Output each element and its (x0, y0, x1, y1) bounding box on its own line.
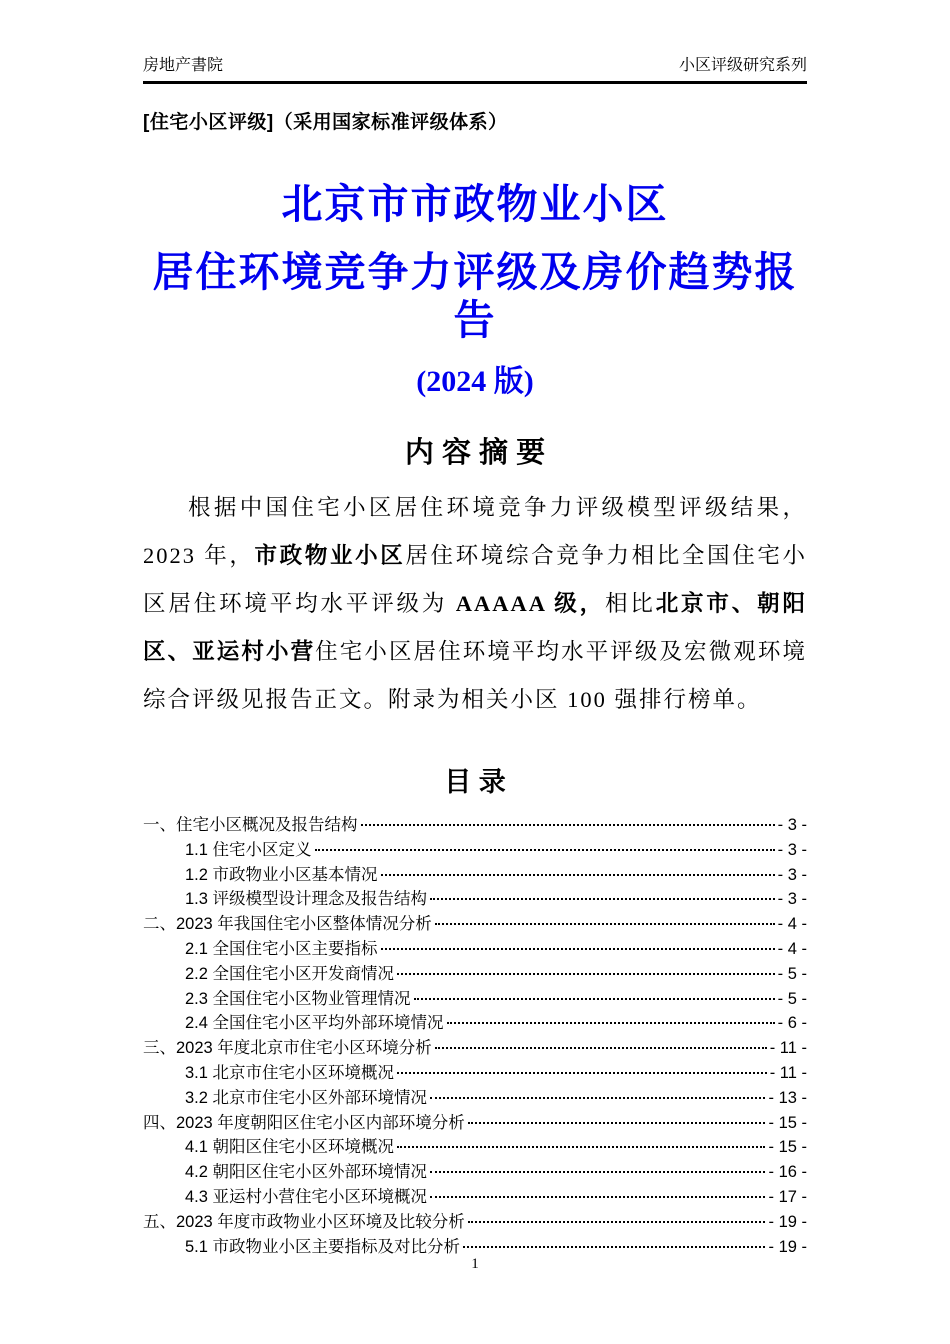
toc-item-page-number: - 3 - (777, 865, 807, 884)
dot-leader (414, 998, 775, 1000)
toc-item-label: 2.4 全国住宅小区平均外部环境情况 (185, 1014, 444, 1033)
toc-item-page-number: - 11 - (769, 1063, 807, 1082)
dot-leader (381, 874, 775, 876)
toc-item-label: 1.3 评级模型设计理念及报告结构 (185, 890, 428, 909)
toc-item[interactable] (143, 1185, 807, 1210)
toc-item-page-number: - 5 - (777, 964, 807, 983)
dot-leader (397, 1146, 765, 1148)
dot-leader (397, 1072, 767, 1074)
dot-leader (430, 898, 775, 900)
toc-item-label: 4.1 朝阳区住宅小区环境概况 (185, 1138, 395, 1157)
toc-item-label: 二、2023 年我国住宅小区整体情况分析 (143, 915, 432, 934)
toc-item-label: 2.1 全国住宅小区主要指标 (185, 939, 378, 958)
toc-item-page-number: - 15 - (768, 1138, 807, 1157)
page-footer (0, 1256, 950, 1273)
summary-segment: 住宅小区居住环境平均水平评级及宏微观环境综合评级见报告正文。附录为相关小区 100 强排行榜单。 (143, 639, 807, 712)
summary-segment: 居住环境综合竞争力相比全国住宅小区居住环境平均水平评级为 (143, 543, 807, 616)
toc-item-label: 2.2 全国住宅小区开发商情况 (185, 964, 395, 983)
report-title-line1: 北京市市政物业小区 (281, 181, 669, 227)
toc-item-page-number: - 15 - (768, 1113, 807, 1132)
toc-item[interactable] (143, 1086, 807, 1111)
toc-item-label: 4.3 亚运村小营住宅小区环境概况 (185, 1187, 428, 1206)
dot-leader (315, 849, 775, 851)
page-number: 1 (471, 1256, 479, 1272)
toc-item-page-number: - 3 - (777, 890, 807, 909)
dot-leader (430, 1196, 765, 1198)
toc-item[interactable] (143, 1036, 807, 1061)
summary-heading: 内 容 摘 要 (404, 437, 546, 469)
dot-leader (435, 923, 775, 925)
toc-item-page-number: - 3 - (777, 816, 807, 834)
toc-item-label: 三、2023 年度北京市住宅小区环境分析 (143, 1039, 432, 1058)
toc-item[interactable] (143, 863, 807, 888)
summary-segment-bold: 市政物业小区 (254, 543, 406, 568)
toc-item[interactable] (143, 1210, 807, 1235)
toc-item-page-number: - 17 - (768, 1187, 807, 1206)
summary-segment-bold: AAAAA 级， (455, 591, 605, 616)
summary-segment-bold: 北京市、朝阳区、亚运村小营 (143, 591, 807, 664)
toc-list (143, 813, 807, 1259)
toc-item[interactable] (143, 1111, 807, 1136)
toc-item-page-number: - 6 - (777, 1014, 807, 1033)
report-title-line2: 居住环境竞争力评级及房价趋势报告 (152, 249, 798, 343)
toc-item[interactable] (143, 912, 807, 937)
dot-leader (447, 1022, 775, 1024)
series-label: [住宅小区评级]（采用国家标准评级体系） (143, 112, 508, 133)
toc-item-label: 1.1 住宅小区定义 (185, 840, 312, 859)
dot-leader (430, 1171, 765, 1173)
toc-item-label: 3.2 北京市住宅小区外部环境情况 (185, 1088, 428, 1107)
toc-item-label: 2.3 全国住宅小区物业管理情况 (185, 989, 411, 1008)
dot-leader (430, 1097, 765, 1099)
dot-leader (381, 948, 775, 950)
toc-heading: 目 录 (444, 767, 506, 797)
toc-item-label: 3.1 北京市住宅小区环境概况 (185, 1063, 395, 1082)
toc-item-page-number: - 13 - (768, 1088, 807, 1107)
summary-paragraph (143, 484, 807, 724)
toc-item[interactable] (143, 1061, 807, 1086)
toc-item[interactable] (143, 838, 807, 863)
toc-item-page-number: - 4 - (777, 939, 807, 958)
summary-segment: 相比 (604, 591, 656, 616)
toc-item-page-number: - 5 - (777, 989, 807, 1008)
toc-item[interactable] (143, 887, 807, 912)
page-header (143, 56, 807, 84)
toc-item[interactable] (143, 813, 807, 838)
toc-item-page-number: - 16 - (768, 1163, 807, 1182)
header-right-text: 小区评级研究系列 (678, 57, 807, 74)
dot-leader (435, 1047, 767, 1049)
dot-leader (463, 1246, 765, 1248)
dot-leader (468, 1122, 766, 1124)
toc-item-page-number: - 4 - (777, 915, 807, 934)
header-left-text: 房地产書院 (143, 57, 224, 74)
toc-item-label: 5.1 市政物业小区主要指标及对比分析 (185, 1237, 461, 1256)
toc-item-page-number: - 3 - (777, 840, 807, 859)
toc-item-page-number: - 19 - (768, 1212, 807, 1231)
summary-segment: 根据中国住宅小区居住环境竞争力评级模型评级结果，2023 年， (143, 495, 807, 568)
toc-item[interactable] (143, 962, 807, 987)
toc-item-page-number: - 19 - (768, 1237, 807, 1256)
toc-item[interactable] (143, 1135, 807, 1160)
toc-item-label: 4.2 朝阳区住宅小区外部环境情况 (185, 1163, 428, 1182)
dot-leader (397, 973, 775, 975)
dot-leader (468, 1221, 766, 1223)
toc-item[interactable] (143, 937, 807, 962)
dot-leader (361, 824, 775, 826)
toc-item-label: 一、住宅小区概况及报告结构 (143, 816, 358, 834)
toc-item-label: 四、2023 年度朝阳区住宅小区内部环境分析 (143, 1113, 465, 1132)
toc-item[interactable] (143, 987, 807, 1012)
toc-item[interactable] (143, 1011, 807, 1036)
toc-item-label: 1.2 市政物业小区基本情况 (185, 865, 378, 884)
toc-item[interactable] (143, 1160, 807, 1185)
toc-item-label: 五、2023 年度市政物业小区环境及比较分析 (143, 1212, 465, 1231)
report-edition: (2024 版) (416, 365, 534, 398)
toc-item-page-number: - 11 - (769, 1039, 807, 1058)
